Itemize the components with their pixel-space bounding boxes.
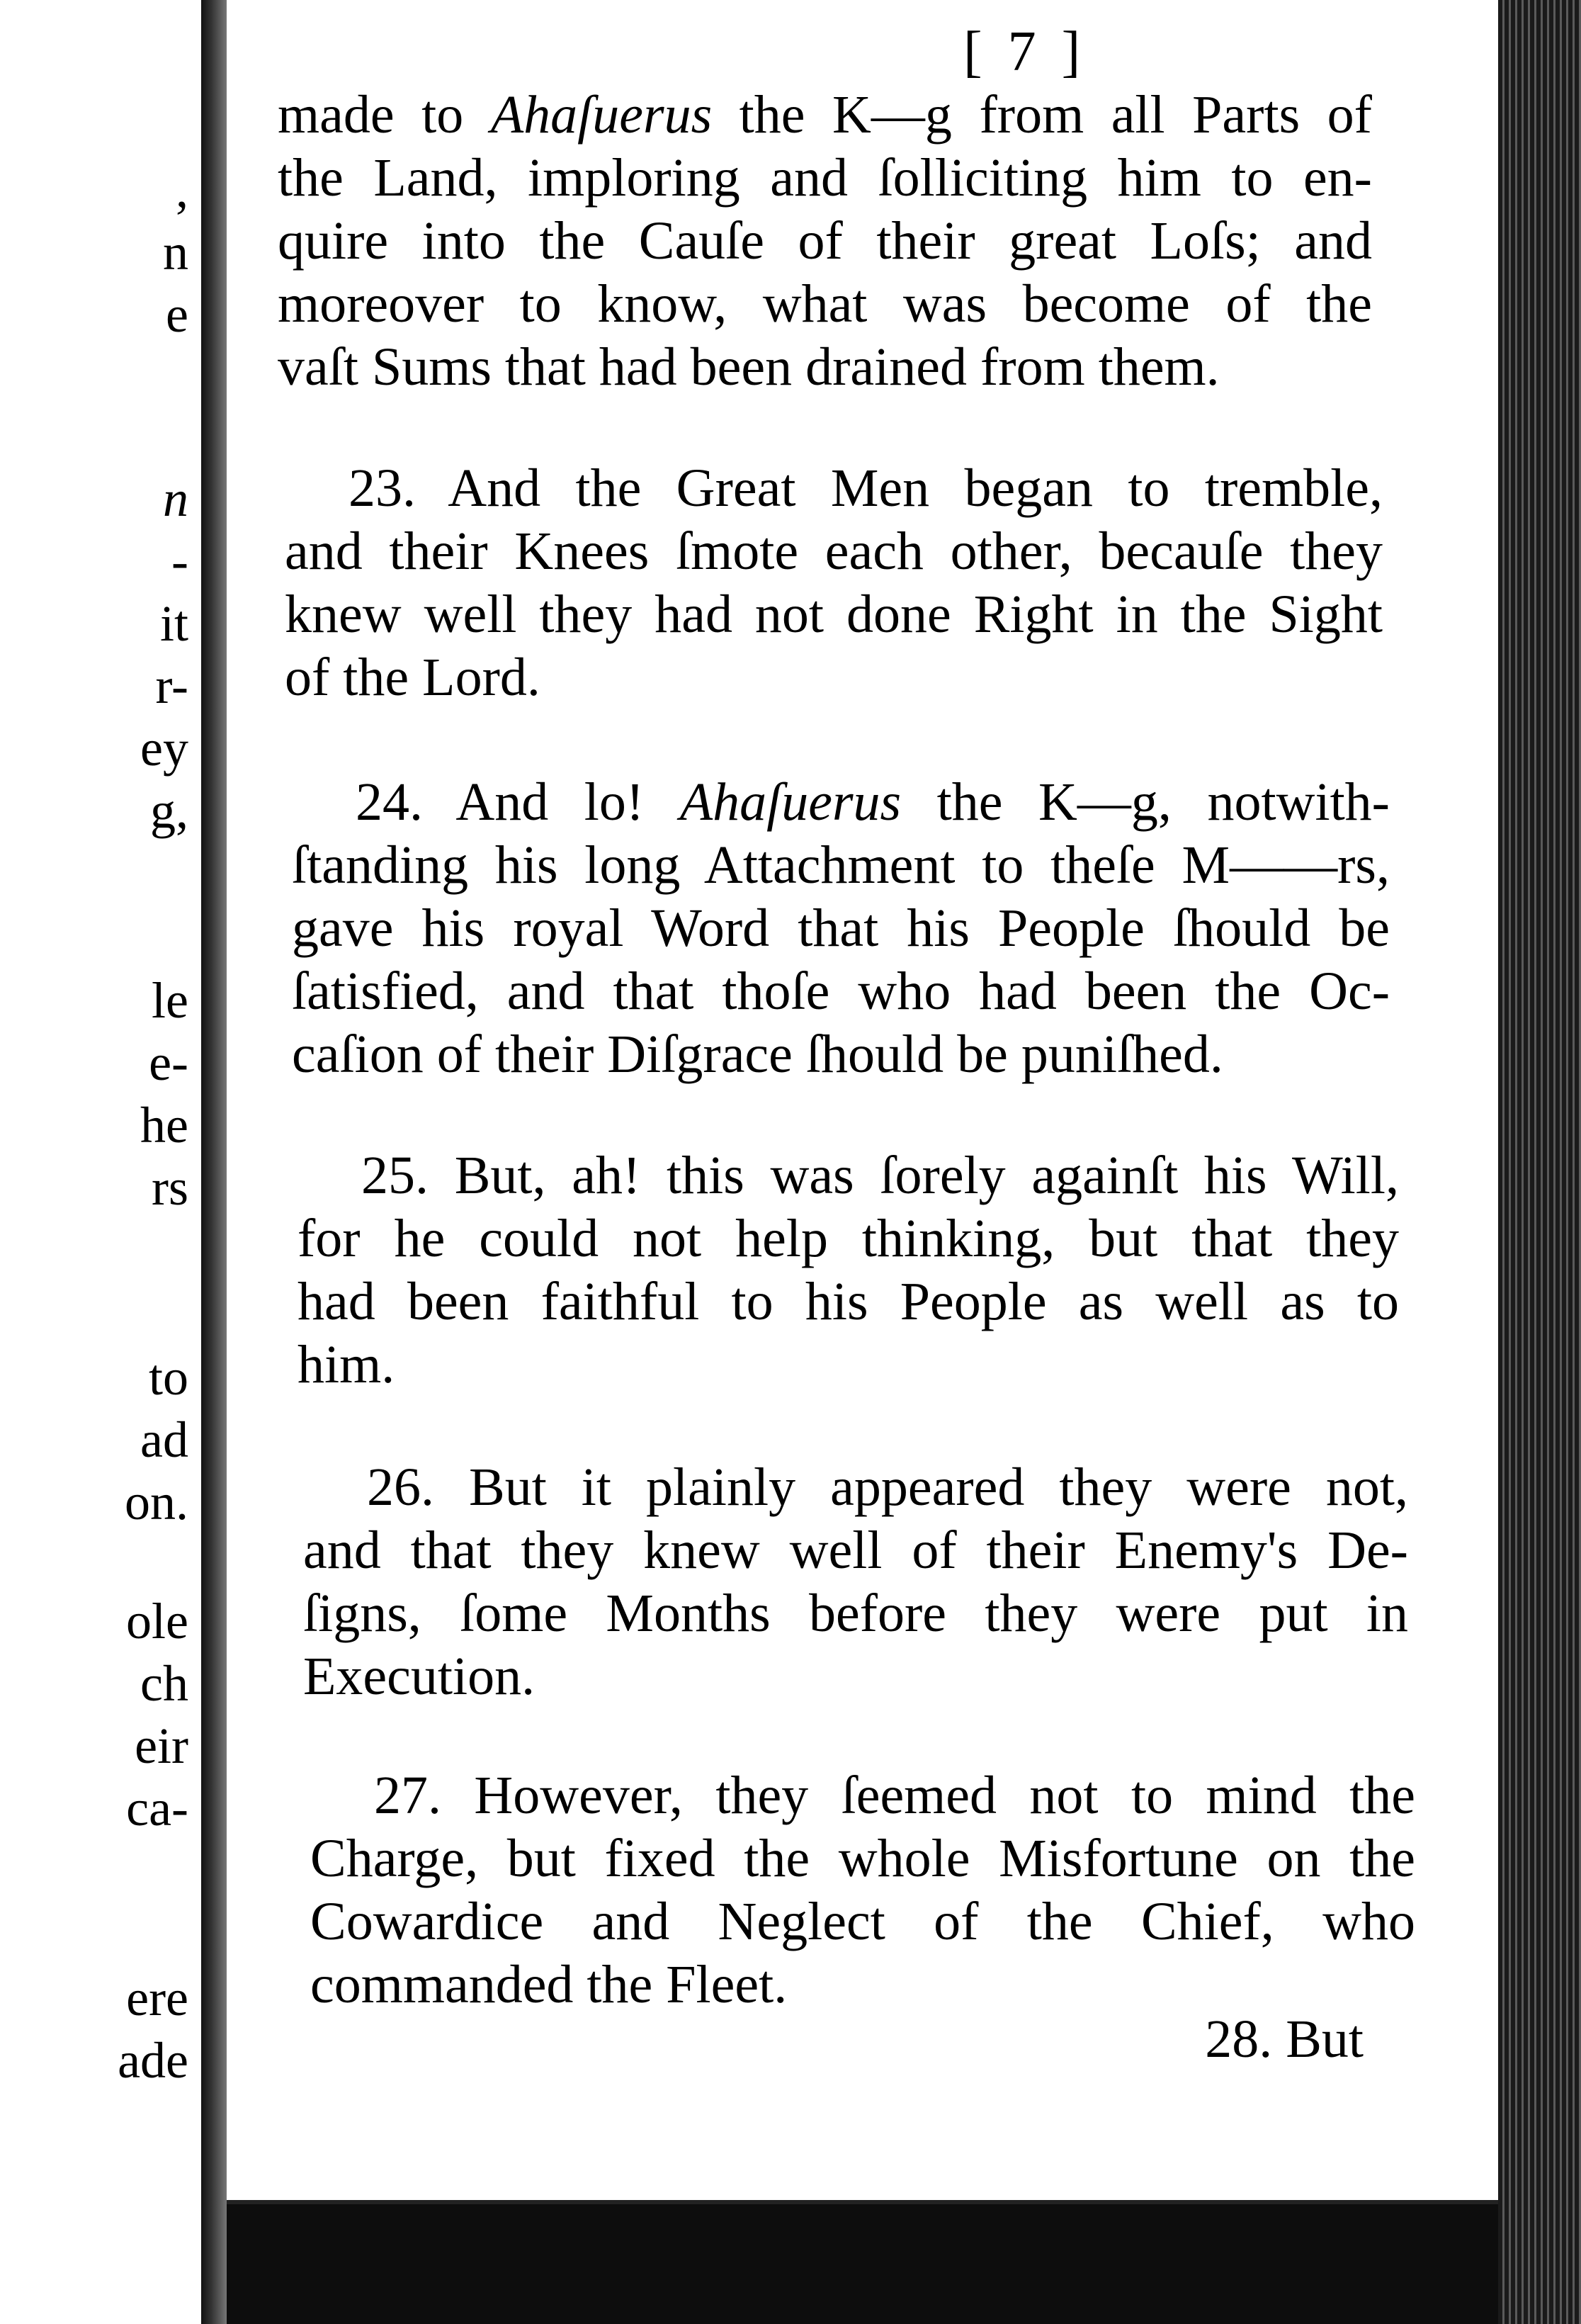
fragment-text: eir — [135, 1717, 188, 1774]
page-edges — [1498, 0, 1581, 2324]
fragment-text: rs — [152, 1159, 188, 1216]
book-gutter — [201, 0, 227, 2324]
text-line: vaſt Sums that had been drained from them. — [278, 337, 1220, 397]
text-line: Execution. — [303, 1647, 536, 1706]
text-line: 27. However, they ſeemed not to mind the — [374, 1766, 1415, 1825]
text-line: knew well they had not done Right in the Sight — [285, 585, 1383, 644]
text-line: and their Knees ſmote each other, becauſe they — [285, 521, 1383, 581]
main-page — [227, 0, 1498, 2204]
fragment-text: , — [176, 162, 188, 218]
fragment-text: r- — [155, 658, 188, 714]
facing-page-fragment — [0, 0, 201, 2324]
paragraph-26 — [303, 1456, 1408, 1708]
text-line: moreover to know, what was become of the — [278, 274, 1372, 334]
text-line: ſatisfied, and that thoſe who had been the Oc- — [292, 961, 1390, 1021]
italic-name: Ahaſuerus — [490, 85, 713, 145]
fragment-text: ad — [140, 1411, 188, 1468]
fragment-text: ey — [140, 720, 188, 777]
fragment-text: ere — [126, 1970, 188, 2026]
text-line: the Land, imploring and ſolliciting him to en- — [278, 148, 1372, 208]
text-line: ſigns, ſome Months before they were put in — [303, 1584, 1408, 1643]
catchword: 28. But — [1205, 2009, 1364, 2069]
paragraph-27 — [310, 1764, 1415, 2016]
text-line: of the Lord. — [285, 648, 540, 707]
text-line: made to Ahaſuerus the K—g from all Parts of — [278, 85, 1372, 145]
text-line: gave his royal Word that his People ſhould be — [292, 898, 1390, 958]
paragraph-25 — [298, 1144, 1399, 1397]
paragraph-24 — [292, 771, 1390, 1086]
fragment-text: n — [163, 224, 188, 281]
fragment-text: to — [148, 1349, 188, 1406]
fragment-text: e- — [149, 1034, 188, 1091]
bottom-margin-shadow — [227, 2204, 1498, 2324]
italic-name: Ahaſuerus — [679, 772, 902, 832]
text-line: caſion of their Diſgrace ſhould be puniſhed. — [292, 1025, 1223, 1084]
text-line: Charge, but fixed the whole Misfortune on the — [310, 1829, 1415, 1888]
fragment-text: g, — [150, 782, 188, 839]
paragraph-continuation — [278, 84, 1372, 399]
text-line: quire into the Cauſe of their great Loſs; and — [278, 211, 1372, 271]
text-line: Cowardice and Neglect of the Chief, who — [310, 1892, 1415, 1951]
fragment-text: it — [159, 595, 188, 652]
fragment-text: ade — [118, 2032, 188, 2089]
text-line: ſtanding his long Attachment to theſe M——rs, — [292, 835, 1390, 895]
fragment-text: ole — [126, 1593, 188, 1649]
text-line: for he could not help thinking, but that they — [298, 1209, 1399, 1268]
fragment-text: le — [152, 972, 188, 1029]
fragment-text: he — [140, 1097, 188, 1153]
paragraph-23 — [285, 457, 1383, 709]
text-line: 25. But, ah! this was ſorely againſt his Will, — [361, 1146, 1399, 1205]
text-line: 23. And the Great Men began to tremble, — [348, 458, 1383, 518]
fragment-text: ca- — [126, 1780, 188, 1837]
fragment-text: n — [163, 470, 188, 527]
text-line: 24. And lo! Ahaſuerus the K—g, notwith- — [356, 772, 1390, 832]
text-line: him. — [298, 1335, 395, 1394]
fragment-text: - — [171, 533, 188, 590]
text-line: 26. But it plainly appeared they were not, — [367, 1457, 1408, 1517]
fragment-text: on. — [125, 1474, 188, 1530]
text-line: commanded the Fleet. — [310, 1955, 788, 2014]
page-number: [ 7 ] — [963, 21, 1087, 83]
fragment-text: ch — [140, 1655, 188, 1712]
text-line: had been faithful to his People as well as to — [298, 1272, 1399, 1331]
text-line: and that they knew well of their Enemy's De- — [303, 1521, 1408, 1580]
fragment-text: e — [166, 286, 188, 343]
